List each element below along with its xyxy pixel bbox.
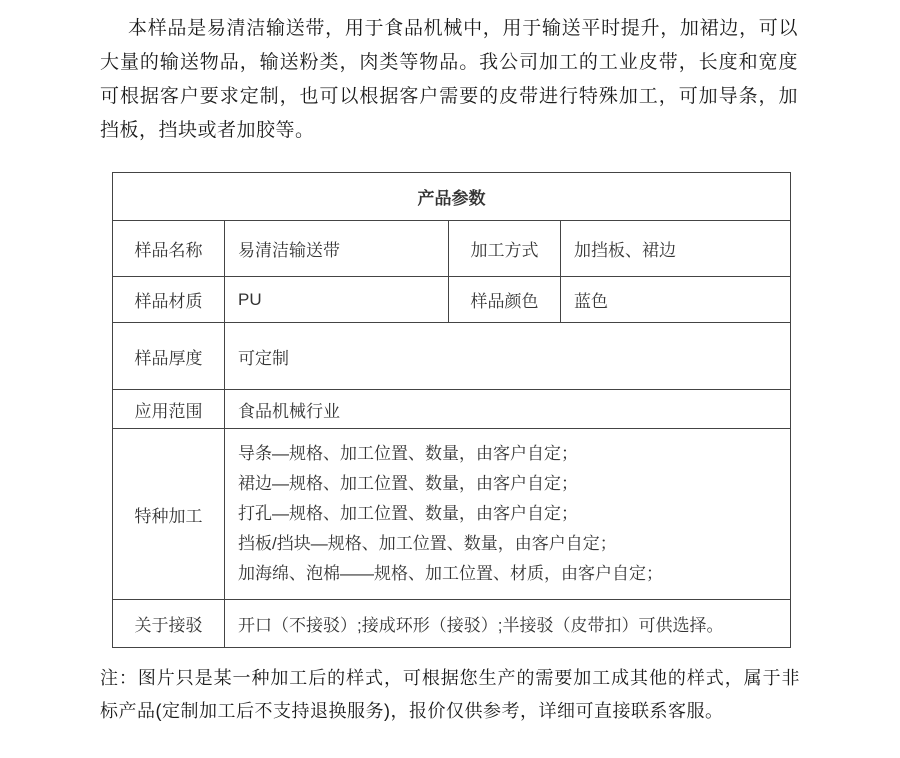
label-sample-thickness: 样品厚度 — [113, 323, 225, 390]
special-processing-line: 挡板/挡块—规格、加工位置、数量，由客户自定； — [238, 534, 617, 553]
value-processing-method: 加挡板、裙边 — [561, 221, 791, 277]
product-params-table — [112, 172, 791, 648]
table-title: 产品参数 — [113, 173, 791, 221]
label-sample-material: 样品材质 — [113, 277, 225, 323]
table-row — [113, 221, 791, 277]
special-processing-line: 打孔—规格、加工位置、数量，由客户自定； — [238, 504, 578, 523]
table-row — [113, 277, 791, 323]
value-application-scope: 食品机械行业 — [225, 390, 791, 429]
special-processing-line: 裙边—规格、加工位置、数量，由客户自定； — [238, 474, 578, 493]
table-row — [113, 323, 791, 390]
label-application-scope: 应用范围 — [113, 390, 225, 429]
special-processing-line: 导条—规格、加工位置、数量，由客户自定； — [238, 444, 578, 463]
note-paragraph: 注：图片只是某一种加工后的样式，可根据您生产的需要加工成其他的样式，属于非标产品(定制加工后不支持退换服务)，报价仅供参考，详细可直接联系客服。 — [100, 668, 800, 721]
value-sample-material: PU — [225, 277, 449, 323]
table-row — [113, 429, 791, 600]
value-sample-name: 易清洁输送带 — [225, 221, 449, 277]
label-processing-method: 加工方式 — [449, 221, 561, 277]
table-row — [113, 390, 791, 429]
value-special-processing — [225, 429, 791, 600]
table-title-row — [113, 173, 791, 221]
table-row — [113, 600, 791, 648]
label-special-processing: 特种加工 — [113, 429, 225, 600]
label-joint-method: 关于接驳 — [113, 600, 225, 648]
value-sample-thickness: 可定制 — [225, 323, 791, 390]
value-sample-color: 蓝色 — [561, 277, 791, 323]
label-sample-name: 样品名称 — [113, 221, 225, 277]
label-sample-color: 样品颜色 — [449, 277, 561, 323]
intro-paragraph: 本样品是易清洁输送带，用于食品机械中，用于输送平时提升，加裙边，可以大量的输送物品，输送粉类，肉类等物品。我公司加工的工业皮带，长度和宽度可根据客户要求定制，也可以根据客户需要的皮带进行特殊加工，可加导条，加挡板，挡块或者加胶等。 — [100, 18, 798, 141]
special-processing-line: 加海绵、泡棉——规格、加工位置、材质，由客户自定； — [238, 564, 663, 583]
value-joint-method: 开口（不接驳）;接成环形（接驳）;半接驳（皮带扣）可供选择。 — [225, 600, 791, 648]
